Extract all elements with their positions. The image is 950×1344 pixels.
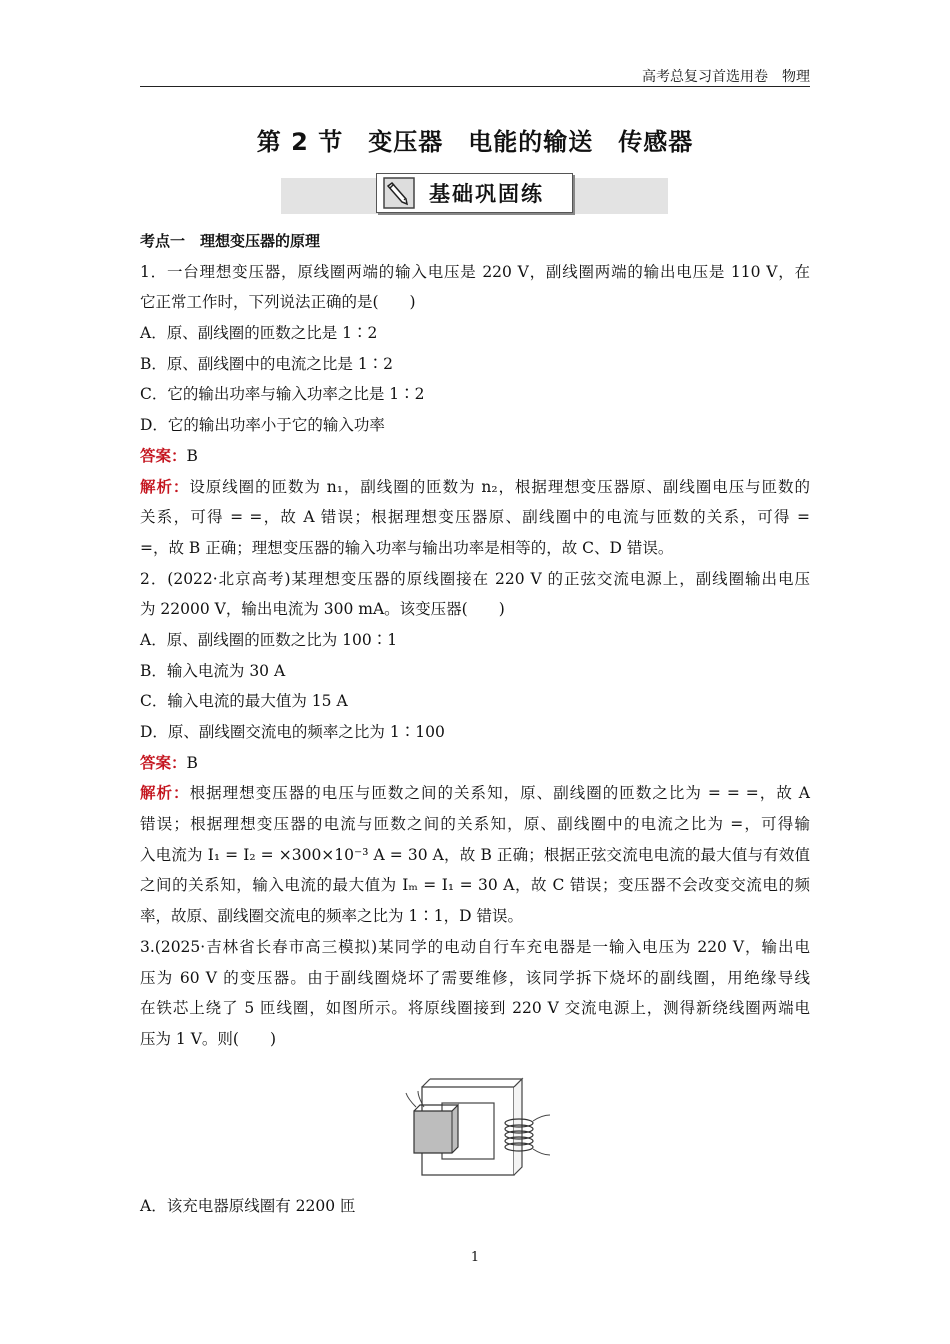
analysis-text: 根据理想变压器的电压与匝数之间的关系知，原、副线圈的匝数之比为 = = =，故 A [189, 784, 810, 803]
q1-option-b: B．原、副线圈中的电流之比是 1∶2 [140, 354, 394, 373]
page-number: 1 [470, 1250, 480, 1265]
q3-stem-line1: 3.(2025·吉林省长春市高三模拟)某同学的电动自行车充电器是一输入电压为 220 V，输出电 [140, 937, 810, 956]
q3-stem-line3: 在铁芯上绕了 5 匝线圈，如图所示。将原线圈接到 220 V 交流电源上，测得新绕线圈两端电 [140, 999, 810, 1018]
banner-box [376, 173, 573, 213]
q1-analysis-line2: 关系，可得 = =，故 A 错误；根据理想变压器原、副线圈中的电流与匝数的关系，可得 = [140, 508, 810, 527]
page-header [140, 62, 810, 87]
q1-answer [140, 441, 810, 472]
section-heading: 考点一 理想变压器的原理 [140, 232, 321, 250]
page-title: 第 2 节 变压器 电能的输送 传感器 [256, 128, 694, 156]
q1-option-d: D．它的输出功率小于它的输入功率 [140, 416, 385, 435]
transformer-core-diagram [404, 1071, 554, 1181]
answer-value: B [186, 753, 198, 772]
section-banner [281, 178, 668, 214]
analysis-label: 解析： [140, 477, 190, 496]
q1-stem-line1: 1．一台理想变压器，原线圈两端的输入电压是 220 V，副线圈两端的输出电压是 110 V，在 [140, 262, 810, 281]
q2-analysis-line4: 之间的关系知，输入电流的最大值为 Iₘ = I₁ = 30 A，故 C 错误；变压器不会改变交流电的频 [140, 876, 810, 895]
q2-option-c: C．输入电流的最大值为 15 A [140, 692, 348, 711]
answer-label: 答案： [140, 446, 187, 465]
q1-option-a: A．原、副线圈的匝数之比是 1∶2 [140, 324, 378, 343]
q2-answer [140, 748, 810, 779]
q1-stem-line2: 它正常工作时，下列说法正确的是( ) [140, 293, 416, 312]
q2-analysis-line3: 入电流为 I₁ = I₂ = ×300×10⁻³ A = 30 A，故 B 正确；根据正弦交流电电流的最大值与有效值 [140, 845, 810, 864]
q2-option-a: A．原、副线圈的匝数之比为 100∶1 [140, 630, 398, 649]
q1-option-c: C．它的输出功率与输入功率之比是 1∶2 [140, 385, 425, 404]
q2-analysis-line5: 率，故原、副线圈交流电的频率之比为 1∶1，D 错误。 [140, 907, 524, 926]
q2-stem-line1: 2．(2022·北京高考)某理想变压器的原线圈接在 220 V 的正弦交流电源上，副线圈输出电压 [140, 569, 810, 588]
header-text: 高考总复习首选用卷 物理 [642, 69, 810, 85]
answer-label: 答案： [140, 753, 187, 772]
transformer-figure [140, 1071, 810, 1181]
analysis-label: 解析： [140, 784, 190, 803]
content-body [140, 226, 810, 1221]
q2-option-d: D．原、副线圈交流电的频率之比为 1∶100 [140, 723, 445, 741]
q3-stem-line2: 压为 60 V 的变压器。由于副线圈烧坏了需要维修，该同学拆下烧坏的副线圈，用绝缘导线 [140, 968, 810, 987]
analysis-text: 设原线圈的匝数为 n₁，副线圈的匝数为 n₂，根据理想变压器原、副线圈电压与匝数的 [189, 477, 810, 496]
q1-analysis-line1 [140, 472, 810, 503]
q2-option-b: B．输入电流为 30 A [140, 661, 286, 680]
q1-analysis-line3: =，故 B 正确；理想变压器的输入功率与输出功率是相等的，故 C、D 错误。 [140, 538, 674, 557]
banner-label: 基础巩固练 [429, 182, 544, 206]
pencil-icon [383, 177, 415, 209]
q2-analysis-line1 [140, 778, 810, 809]
q3-option-a: A．该充电器原线圈有 2200 匝 [140, 1196, 356, 1215]
q2-stem-line2: 为 22000 V，输出电流为 300 mA。该变压器( ) [140, 600, 505, 619]
answer-value: B [186, 446, 198, 465]
q3-stem-line4: 压为 1 V。则( ) [140, 1029, 277, 1048]
q2-analysis-line2: 错误；根据理想变压器的电流与匝数之间的关系知，原、副线圈中的电流之比为 =，可得输 [140, 815, 810, 834]
